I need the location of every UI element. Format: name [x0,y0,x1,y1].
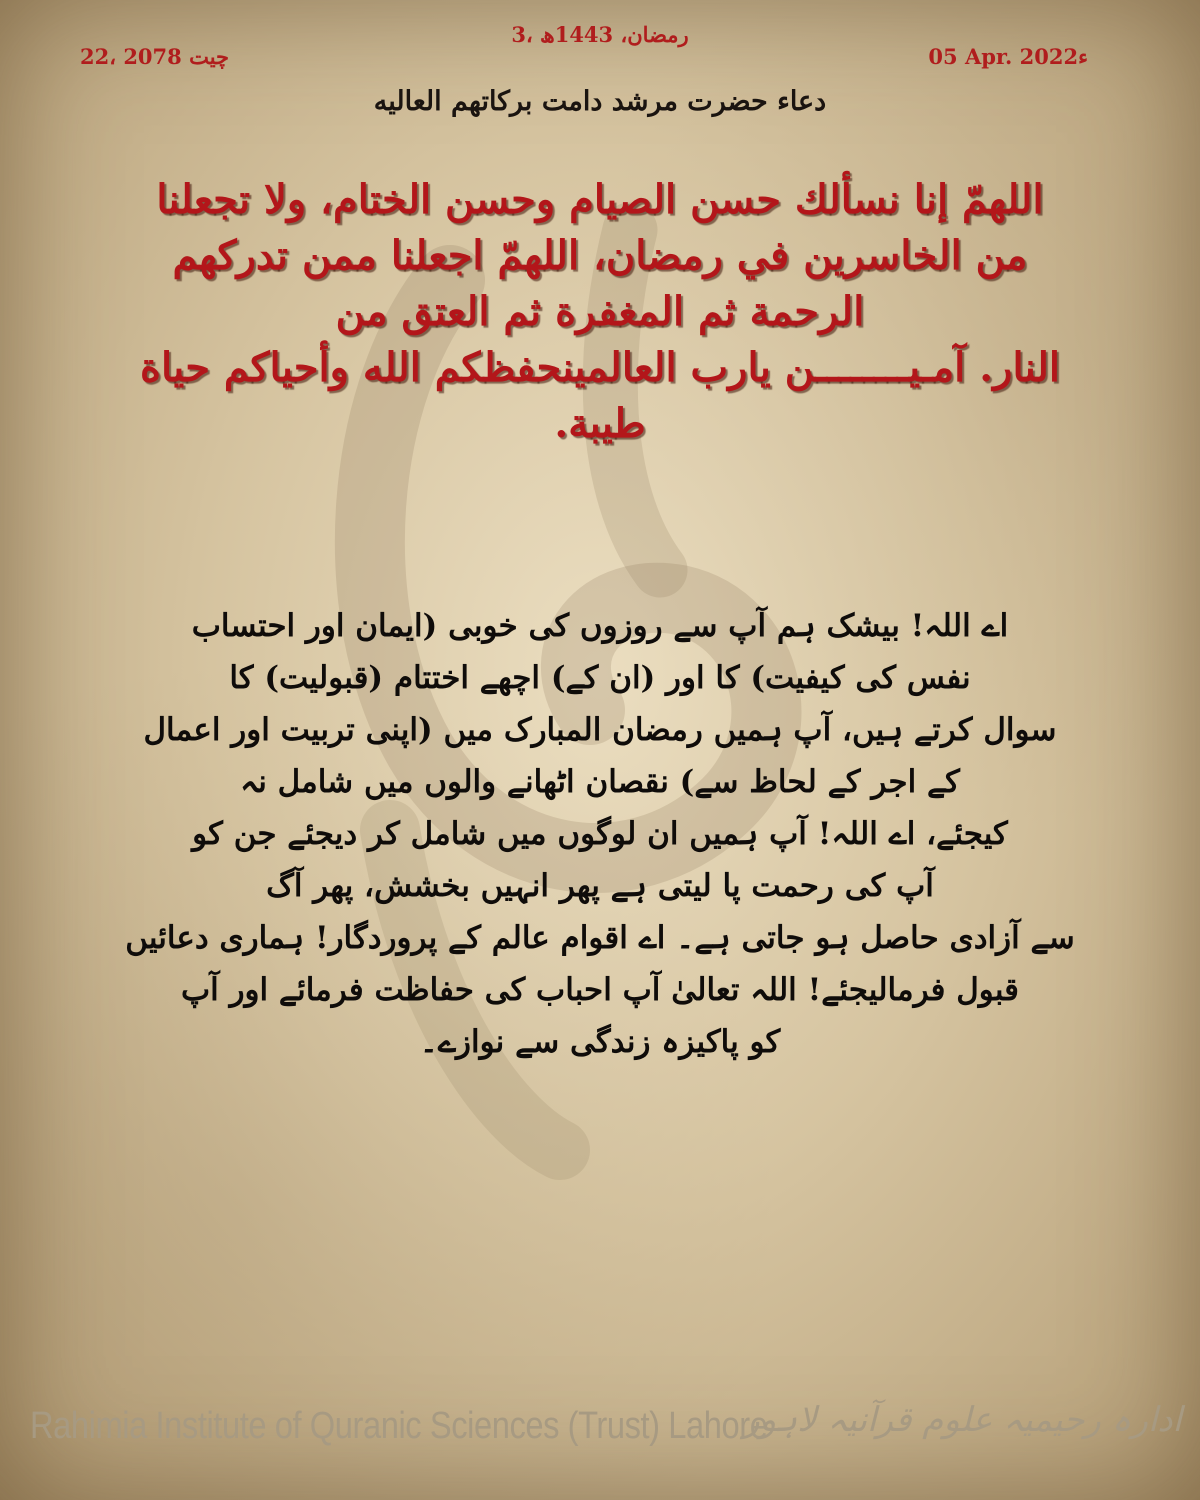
arabic-line: النار. آمـيــــــــن يارب العالمينحفظكم الله وأحياكم حياة [140,344,1060,391]
urdu-line: قبول فرمالیجئے! اللہ تعالیٰ آپ احباب کی حفاظت فرمائے اور آپ [180,972,1019,1008]
hijri-date: 3، رمضان، 1443ھ [511,22,689,47]
bikrami-date: 22، چیت 2078 [80,44,230,69]
urdu-line: سے آزادی حاصل ہو جاتی ہے۔ اے اقوام عالم کے پروردگار! ہماری دعائیں [125,920,1075,956]
dua-heading: دعاء حضرت مرشد دامت برکاتهم العالیه [373,86,827,117]
arabic-line: طيبة. [554,400,646,447]
urdu-line: سوال کرتے ہیں، آپ ہمیں رمضان المبارک میں (اپنی تربیت اور اعمال [143,712,1057,748]
urdu-line: کیجئے، اے اللہ! آپ ہمیں ان لوگوں میں شامل کر دیجئے جن کو [192,816,1008,852]
institute-logo: ادارہ رحیمیہ علوم قرآنیہ لاہور [743,1400,1182,1440]
urdu-line: کے اجر کے لحاظ سے) نقصان اٹھانے والوں میں شامل نہ [240,764,960,800]
urdu-line: آپ کی رحمت پا لیتی ہے پھر انہیں بخشش، پھر آگ [266,868,934,904]
gregorian-date: 05 Apr. 2022ء [928,44,1088,69]
arabic-line: الرحمة ثم المغفرة ثم العتق من [335,288,865,335]
institute-name: Rahimia Institute of Quranic Sciences (Trust) Lahore [30,1405,768,1447]
arabic-supplication [70,172,1130,452]
urdu-line: کو پاکیزہ زندگی سے نوازے۔ [419,1024,781,1060]
urdu-translation [120,600,1080,1068]
footer [0,1400,1200,1465]
arabic-line: اللهمّ إنا نسألك حسن الصيام وحسن الختام، ولا تجعلنا [156,176,1044,223]
arabic-line: من الخاسرين في رمضان، اللهمّ اجعلنا ممن تدركهم [172,232,1028,279]
urdu-line: نفس کی کیفیت) کا اور (ان کے) اچھے اختتام (قبولیت) کا [229,660,971,696]
urdu-line: اے اللہ! بیشک ہم آپ سے روزوں کی خوبی (ایمان اور احتساب [191,608,1009,644]
